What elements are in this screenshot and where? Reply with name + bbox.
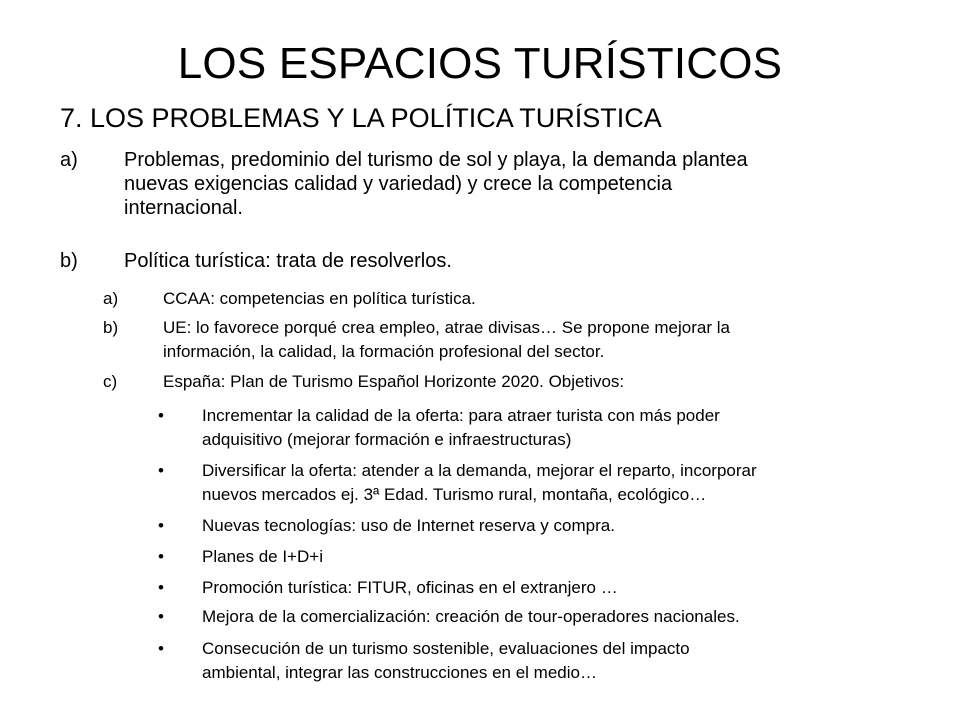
text-line: España: Plan de Turismo Español Horizonte 2020. Objetivos: [163,372,625,391]
bullet-item-text [202,404,720,452]
list-marker: a) [103,289,119,308]
text-line: ambiental, integrar las construcciones en el medio… [202,663,597,682]
slide-title: LOS ESPACIOS TURÍSTICOS [177,39,783,88]
bullet-item-text [202,637,690,685]
list-item-text [163,316,730,364]
text-line: Planes de I+D+i [202,547,323,566]
bullet-icon: • [158,607,164,626]
list-item-text [163,287,476,311]
list-marker: a) [60,149,78,171]
text-line: Mejora de la comercialización: creación de tour-operadores nacionales. [202,607,740,626]
text-line: adquisitivo (mejorar formación e infraestructuras) [202,430,572,449]
text-line: Promoción turística: FITUR, oficinas en el extranjero … [202,578,618,597]
text-line: Incrementar la calidad de la oferta: para atraer turista con más poder [202,406,720,425]
bullet-item-text [202,459,757,507]
slide-subtitle: 7. LOS PROBLEMAS Y LA POLÍTICA TURÍSTICA [60,103,662,133]
bullet-icon: • [158,547,164,566]
text-line: Diversificar la oferta: atender a la demanda, mejorar el reparto, incorporar [202,461,757,480]
bullet-icon: • [158,516,164,535]
list-marker: b) [103,318,119,337]
text-line: información, la calidad, la formación profesional del sector. [163,342,605,361]
text-line: internacional. [124,197,243,219]
text-line: Política turística: trata de resolverlos. [124,250,452,272]
text-line: Consecución de un turismo sostenible, evaluaciones del impacto [202,639,690,658]
list-item-text [163,370,624,394]
list-marker: c) [103,372,118,391]
list-item-text [124,249,452,273]
bullet-icon: • [158,461,164,480]
bullet-icon: • [158,639,164,658]
list-item-text [124,148,748,220]
bullet-item-text [202,576,618,600]
text-line: UE: lo favorece porqué crea empleo, atrae divisas… Se propone mejorar la [163,318,730,337]
bullet-item-text [202,605,740,629]
bullet-icon: • [158,578,164,597]
bullet-item-text [202,545,323,569]
text-line: Nuevas tecnologías: uso de Internet reserva y compra. [202,516,615,535]
bullet-icon: • [158,406,164,425]
text-line: CCAA: competencias en política turística. [163,289,476,308]
list-marker: b) [60,250,78,272]
text-line: nuevas exigencias calidad y variedad) y crece la competencia [124,173,673,195]
text-line: nuevos mercados ej. 3ª Edad. Turismo rural, montaña, ecológico… [202,485,707,504]
bullet-item-text [202,514,615,538]
text-line: Problemas, predominio del turismo de sol y playa, la demanda plantea [124,149,748,171]
